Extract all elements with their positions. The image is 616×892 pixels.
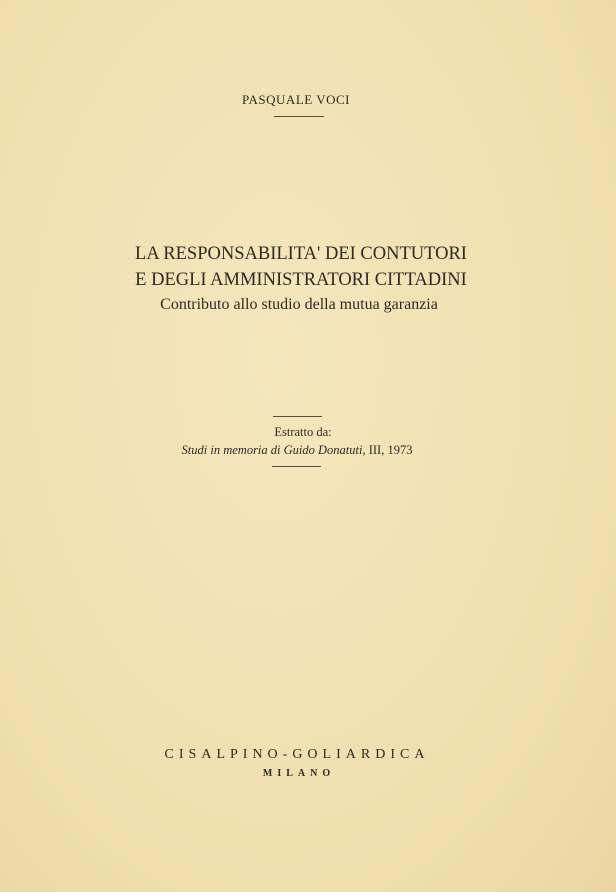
title-line-1: LA RESPONSABILITA' DEI CONTUTORI: [135, 244, 467, 264]
divider: [274, 116, 324, 117]
source-title: Studi in memoria di Guido Donatuti: [181, 443, 363, 457]
publisher-city: MILANO: [262, 768, 336, 779]
title-line-2: E DEGLI AMMINISTRATORI CITTADINI: [135, 270, 467, 290]
publisher: CISALPINO-GOLIARDICA: [164, 747, 430, 762]
extract-label: Estratto da:: [274, 425, 332, 439]
divider: [273, 416, 322, 417]
author: PASQUALE VOCI: [242, 92, 350, 107]
extract-source: [0, 443, 605, 458]
source-volume-year: , III, 1973: [362, 443, 413, 457]
subtitle: Contributo allo studio della mutua garanzia: [160, 296, 438, 313]
divider: [272, 466, 321, 467]
